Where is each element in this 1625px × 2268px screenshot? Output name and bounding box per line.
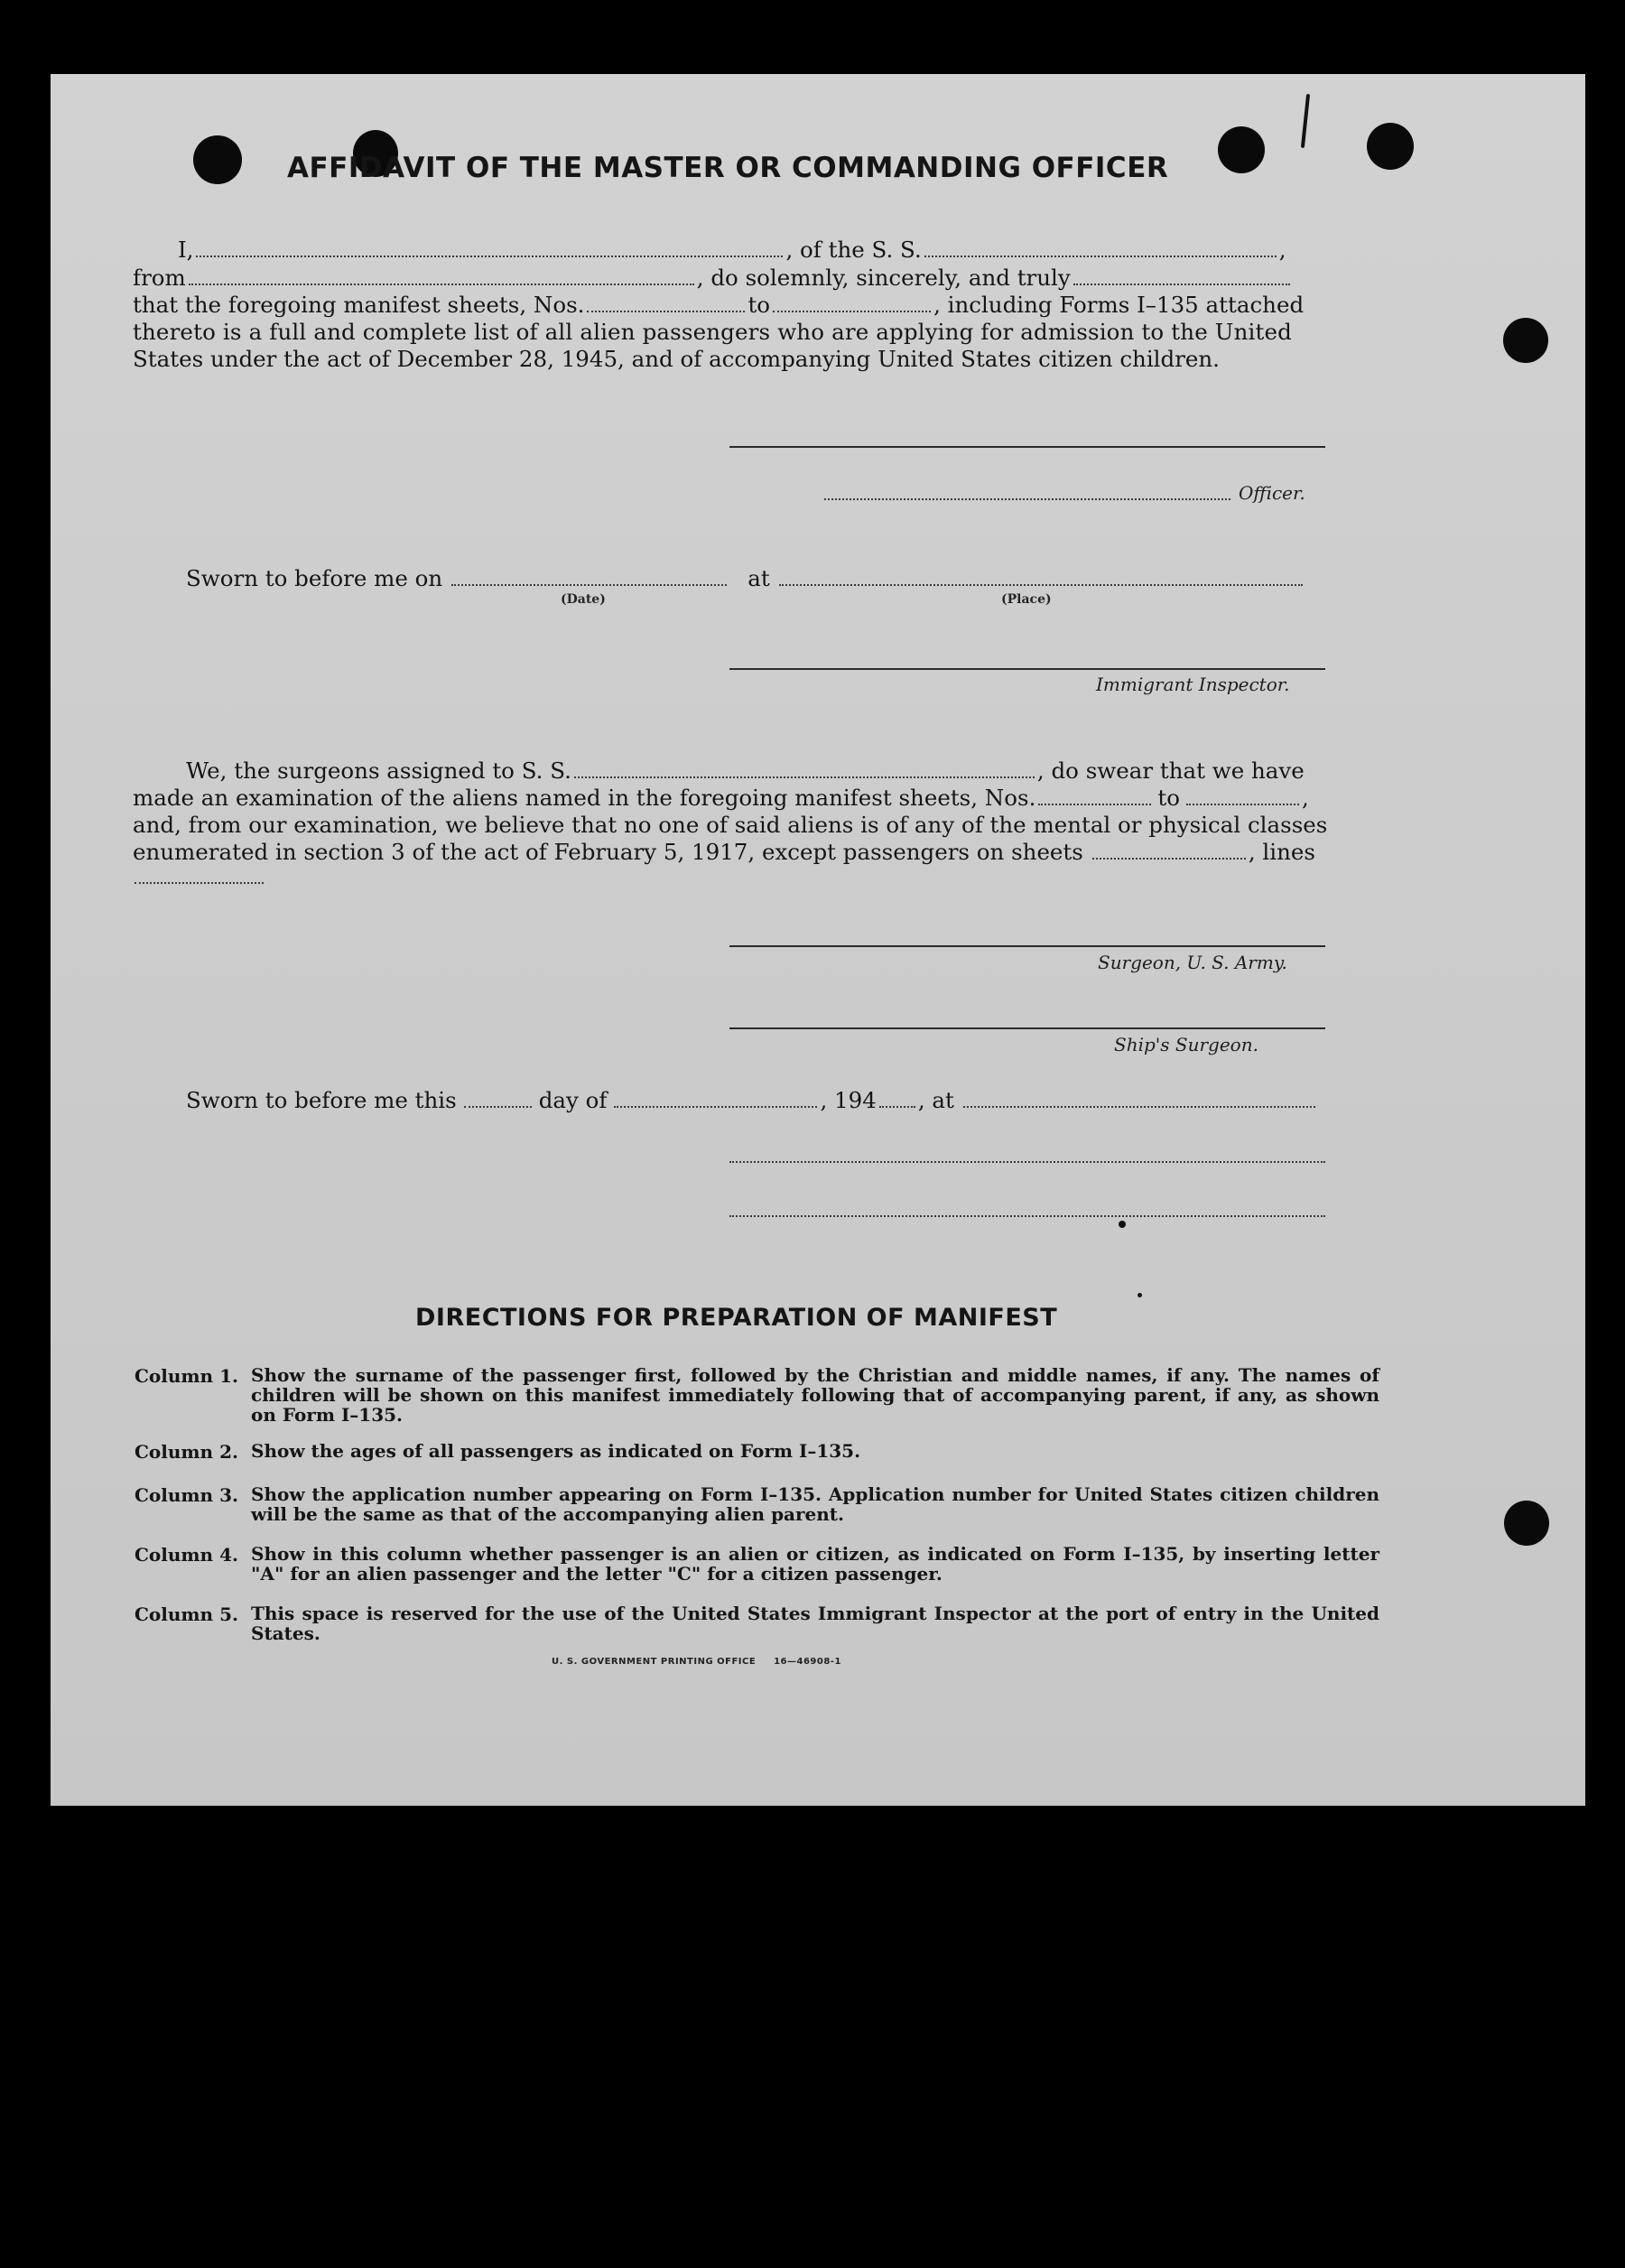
signature-line[interactable] — [729, 446, 1325, 448]
text: , do solemnly, sincerely, and truly — [696, 265, 1071, 291]
column-2-text: Show the ages of all passengers as indicated on Form I–135. — [251, 1440, 861, 1462]
affidavit-line-3 — [133, 292, 1304, 319]
officer-signature-line[interactable] — [824, 498, 1230, 500]
blank-field[interactable] — [196, 253, 783, 257]
affidavit-line-4: thereto is a full and complete list of all alien passengers who are applying for admission to the United — [133, 319, 1292, 345]
column-3-label: Column 3. — [135, 1484, 238, 1506]
speck — [1301, 94, 1310, 148]
text: Sworn to before me on — [186, 565, 443, 591]
punch-hole — [1503, 318, 1548, 363]
surgeons-line-1 — [186, 758, 1305, 785]
speck — [1138, 1293, 1142, 1297]
column-3-text: Show the application number appearing on Form I–135. Application number for United States citizen children will be the same as that of the accompanying alien parent. — [251, 1483, 1379, 1525]
column-2-label: Column 2. — [135, 1441, 238, 1463]
affidavit-line-5: States under the act of December 28, 1945, and of accompanying United States citizen children. — [133, 346, 1220, 372]
punch-hole — [1367, 123, 1414, 170]
blank-field[interactable] — [189, 281, 694, 285]
surgeons-line-2 — [133, 785, 1309, 812]
text: , — [1278, 237, 1286, 263]
text: I, — [178, 237, 194, 263]
month-field[interactable] — [614, 1103, 817, 1108]
army-surgeon-signature-line[interactable] — [729, 945, 1325, 947]
ship-surgeon-caption: Ship's Surgeon. — [1114, 1034, 1258, 1055]
column-1-text: Show the surname of the passenger first, followed by the Christian and middle names, if any. The names of children will be shown on this manifest immediately following that of accompanying parent, if any, as shown on Form I–135. — [251, 1364, 1379, 1426]
text: that the foregoing manifest sheets, Nos. — [133, 292, 585, 318]
text: , at — [917, 1087, 954, 1113]
army-surgeon-caption: Surgeon, U. S. Army. — [1098, 952, 1287, 973]
text: , do swear that we have — [1036, 758, 1305, 784]
blank-field[interactable] — [1186, 801, 1299, 805]
sworn-line-1 — [186, 565, 1305, 592]
date-field[interactable] — [451, 581, 727, 586]
text: , lines — [1248, 839, 1315, 865]
blank-field[interactable] — [574, 774, 1035, 778]
affidavit-line-2 — [133, 265, 1293, 292]
punch-hole — [1504, 1501, 1549, 1546]
blank-field[interactable] — [924, 253, 1277, 257]
text: from — [133, 265, 186, 291]
column-4-label: Column 4. — [135, 1544, 238, 1566]
inspector-caption: Immigrant Inspector. — [1096, 674, 1290, 695]
day-field[interactable] — [464, 1103, 532, 1108]
sworn-line-2 — [186, 1087, 1318, 1114]
inspector-signature-line[interactable] — [729, 668, 1325, 670]
text: , including Forms I–135 attached — [933, 292, 1305, 318]
speck — [1119, 1221, 1126, 1228]
surgeons-line-3: and, from our examination, we believe that no one of said aliens is of any of the mental or physical classes — [133, 812, 1328, 838]
signature-line[interactable] — [729, 1161, 1325, 1163]
text: enumerated in section 3 of the act of February 5, 1917, except passengers on sheets — [133, 839, 1083, 865]
blank-field[interactable] — [587, 308, 745, 312]
directions-title: DIRECTIONS FOR PREPARATION OF MANIFEST — [415, 1304, 1058, 1332]
blank-field[interactable] — [1092, 855, 1246, 860]
text: , of the S. S. — [785, 237, 922, 263]
text: Sworn to before me this — [186, 1087, 457, 1113]
blank-field[interactable] — [1038, 801, 1151, 805]
surgeons-line-4 — [133, 839, 1315, 866]
affidavit-line-1 — [178, 237, 1286, 264]
text: We, the surgeons assigned to S. S. — [186, 758, 571, 784]
place-caption: (Place) — [1001, 592, 1052, 607]
text: , 194 — [820, 1087, 877, 1113]
form-sheet — [51, 74, 1585, 1806]
text: , — [1301, 785, 1309, 811]
officer-caption: Officer. — [1239, 482, 1305, 504]
column-5-text: This space is reserved for the use of the United States Immigrant Inspector at the port of entry in the United States. — [251, 1603, 1379, 1644]
year-field[interactable] — [879, 1103, 915, 1108]
signature-line[interactable] — [729, 1215, 1325, 1217]
blank-field[interactable] — [1073, 281, 1290, 285]
affidavit-title: AFFIDAVIT OF THE MASTER OR COMMANDING OFFICER — [287, 152, 1169, 184]
punch-hole — [1218, 126, 1265, 173]
date-caption: (Date) — [561, 592, 606, 607]
punch-hole — [193, 135, 242, 184]
blank-field[interactable] — [773, 308, 931, 312]
ship-surgeon-signature-line[interactable] — [729, 1027, 1325, 1029]
text: to — [1157, 785, 1180, 811]
text: at — [748, 565, 770, 591]
blank-field[interactable] — [135, 882, 264, 884]
text: made an examination of the aliens named in the foregoing manifest sheets, Nos. — [133, 785, 1036, 811]
place-field[interactable] — [779, 581, 1303, 586]
column-4-text: Show in this column whether passenger is an alien or citizen, as indicated on Form I–135, by inserting letter "A" for an alien passenger and the letter "C" for a citizen passenger. — [251, 1543, 1379, 1585]
printing-office-footer: U. S. GOVERNMENT PRINTING OFFICE 16—46908-1 — [552, 1657, 841, 1667]
column-1-label: Column 1. — [135, 1365, 238, 1387]
text: to — [748, 292, 771, 318]
column-5-label: Column 5. — [135, 1603, 238, 1625]
place-field[interactable] — [963, 1103, 1315, 1108]
text: day of — [538, 1087, 608, 1113]
